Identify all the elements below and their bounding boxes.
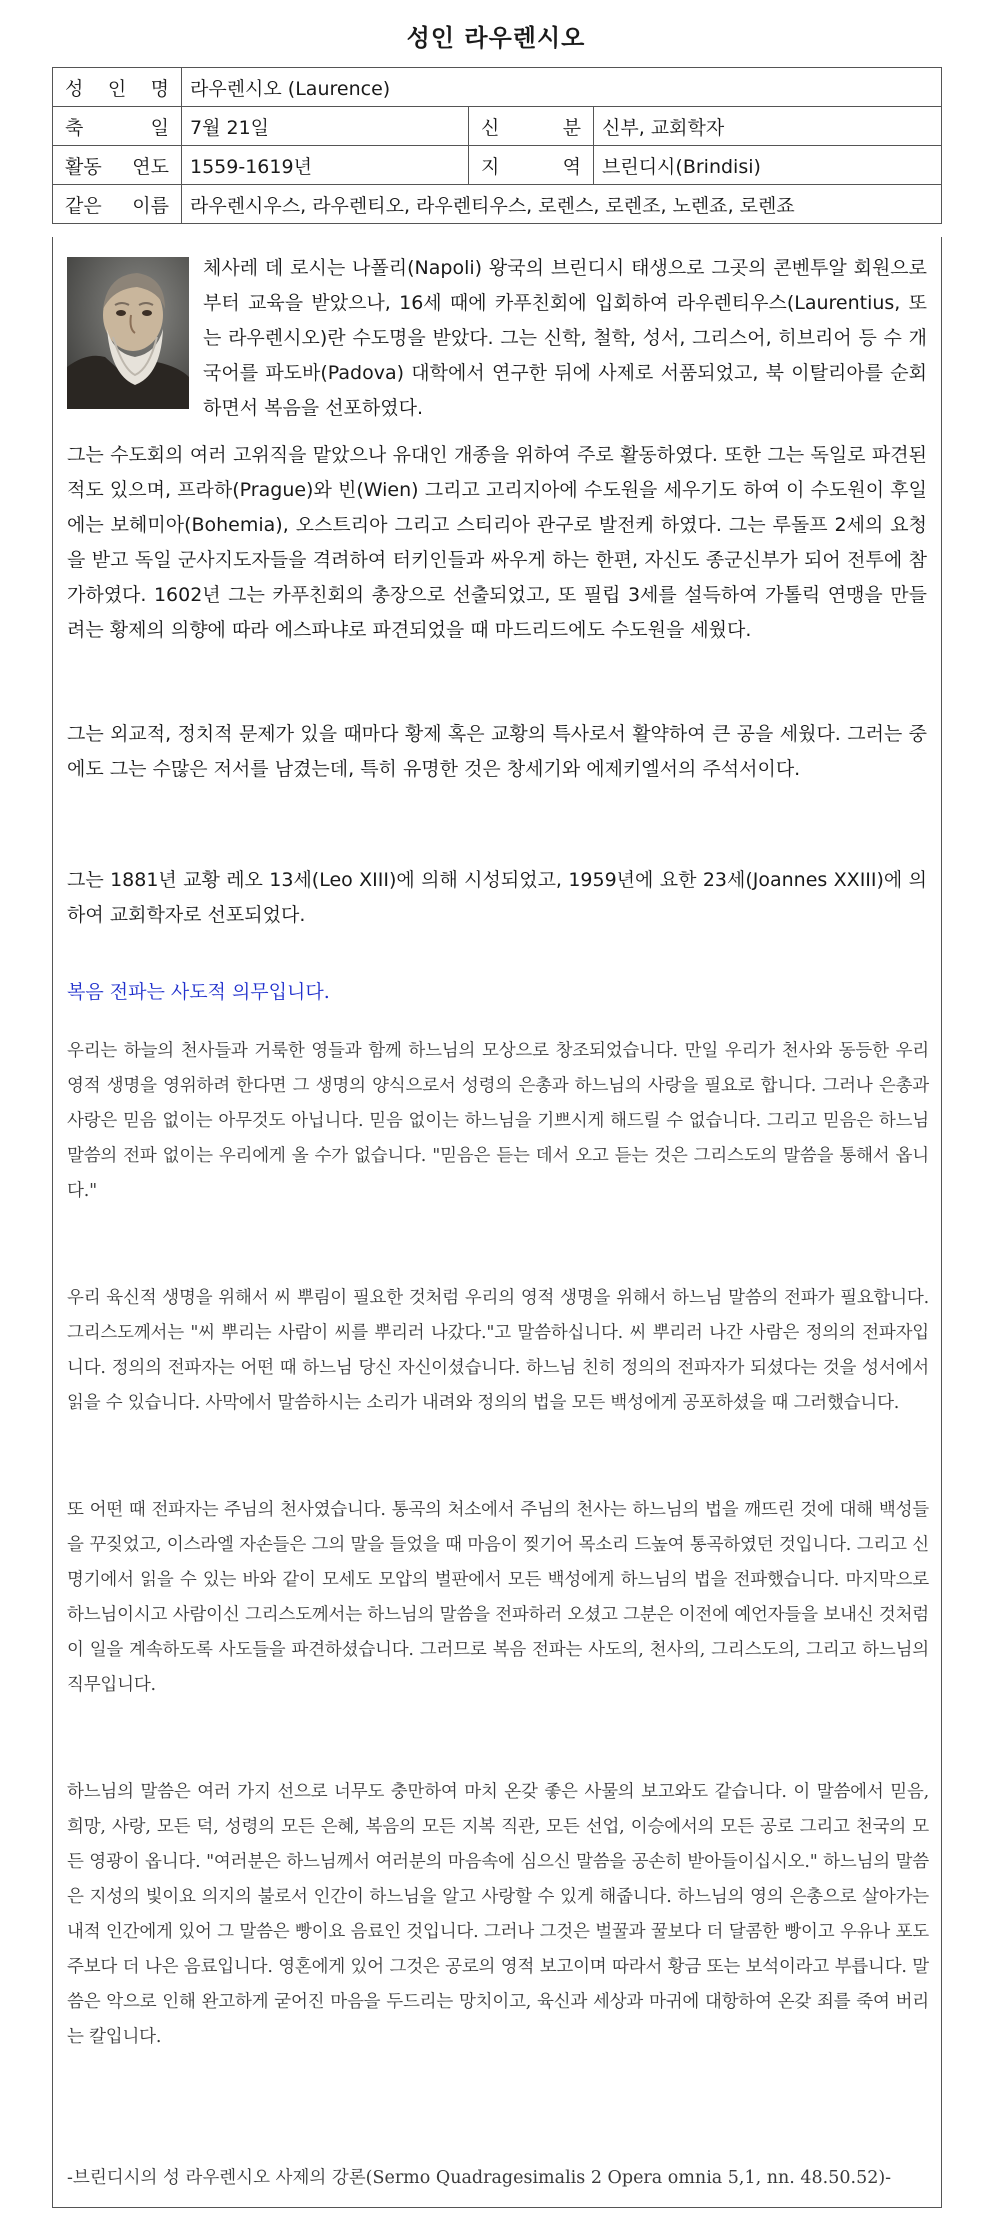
bio-paragraph-3: 그는 외교적, 정치적 문제가 있을 때마다 황제 혹은 교황의 특사로서 활약하여 큰 공을 세웠다. 그러는 중에도 그는 수많은 저서를 남겼는데, 특히 유명한 것은 창세기와 에제키엘서의 주석서이다. <box>67 723 927 780</box>
name-label: 성 인 명 <box>53 68 182 107</box>
bio-paragraph-1: 체사레 데 로시는 나폴리(Napoli) 왕국의 브린디시 태생으로 그곳의 콘벤투알 회원으로부터 교육을 받았으나, 16세 때에 카푸친회에 입회하여 라우렌티우스(Laurentius, 또는 라우렌시오)란 수도명을 받았다. 그는 신학, 철학, 성서, 그리스어, 히브리어 등 수 개 국어를 파도바(Padova) 대학에서 연구한 뒤에 사제로 서품되었고, 북 이탈리아를 순회하면서 복음을 선포하였다. <box>203 257 927 419</box>
alias-value: 라우렌시우스, 라우렌티오, 라우렌티우스, 로렌스, 로렌조, 노렌죠, 로렌죠 <box>182 185 942 224</box>
feast-label: 축 일 <box>53 107 182 146</box>
region-label: 지 역 <box>469 146 594 185</box>
bio-paragraph-4: 그는 1881년 교황 레오 13세(Leo XIII)에 의해 시성되었고, 1959년에 요한 23세(Joannes XXIII)에 의하여 교회학자로 선포되었다. <box>67 869 927 926</box>
name-value: 라우렌시오 (Laurence) <box>182 68 942 107</box>
info-row-years <box>53 146 942 185</box>
years-label: 활동 연도 <box>53 146 182 185</box>
sermon-citation: -브린디시의 성 라우렌시오 사제의 강론(Sermo Quadragesimalis 2 Opera omnia 5,1, nn. 48.50.52)- <box>67 2168 892 2188</box>
status-value: 신부, 교회학자 <box>594 107 942 146</box>
sermon-heading: 복음 전파는 사도적 의무입니다. <box>67 981 330 1003</box>
alias-label: 같은 이름 <box>53 185 182 224</box>
saint-portrait-image <box>67 257 189 409</box>
content-box <box>52 237 942 2208</box>
sermon-paragraph-3: 또 어떤 때 전파자는 주님의 천사였습니다. 통곡의 처소에서 주님의 천사는 하느님의 법을 깨뜨린 것에 대해 백성들을 꾸짖었고, 이스라엘 자손들은 그의 말을 들었을 때 마음이 찢기어 목소리 드높여 통곡하였던 것입니다. 그리고 신명기에서 읽을 수 있는 바와 같이 모세도 모압의 벌판에서 모든 백성에게 하느님의 법을 전파했습니다. 마지막으로 하느님이시고 사람이신 그리스도께서는 하느님의 말씀을 전파하러 오셨고 그분은 이전에 예언자들을 보내신 것처럼 이 일을 계속하도록 사도들을 파견하셨습니다. 그러므로 복음 전파는 사도의, 천사의, 그리스도의, 그리고 하느님의 직무입니다. <box>67 1500 929 1695</box>
sermon-paragraph-4: 하느님의 말씀은 여러 가지 선으로 너무도 충만하여 마치 온갖 좋은 사물의 보고와도 같습니다. 이 말씀에서 믿음, 희망, 사랑, 모든 덕, 성령의 모든 은혜, 복음의 모든 지복 직관, 모든 선업, 이승에서의 모든 공로 그리고 천국의 모든 영광이 옵니다. "여러분은 하느님께서 여러분의 마음속에 심으신 말씀을 공손히 받아들이십시오." 하느님의 말씀은 지성의 빛이요 의지의 불로서 인간이 하느님을 알고 사랑할 수 있게 해줍니다. 하느님의 영의 은총으로 살아가는 내적 인간에게 있어 그 말씀은 빵이요 음료인 것입니다. 그러나 그것은 벌꿀과 꿀보다 더 달콤한 빵이고 우유나 포도주보다 더 나은 음료입니다. 영혼에게 있어 그것은 공로의 영적 보고이며 따라서 황금 또는 보석이라고 부릅니다. 말씀은 악으로 인해 완고하게 굳어진 마음을 두드리는 망치이고, 육신과 세상과 마귀에 대항하여 온갖 죄를 죽여 버리는 칼입니다. <box>67 1782 929 2047</box>
status-label: 신 분 <box>469 107 594 146</box>
years-value: 1559-1619년 <box>182 146 469 185</box>
sermon-paragraph-2: 우리 육신적 생명을 위해서 씨 뿌림이 필요한 것처럼 우리의 영적 생명을 위해서 하느님 말씀의 전파가 필요합니다. 그리스도께서는 "씨 뿌리는 사람이 씨를 뿌리러 나갔다."고 말씀하십니다. 씨 뿌리러 나간 사람은 정의의 전파자입니다. 정의의 전파자는 어떤 때 하느님 당신 자신이셨습니다. 하느님 친히 정의의 전파자가 되셨다는 것을 성서에서 읽을 수 있습니다. 사막에서 말씀하시는 소리가 내려와 정의의 법을 모든 백성에게 공포하셨을 때 그러했습니다. <box>67 1288 929 1413</box>
feast-value: 7월 21일 <box>182 107 469 146</box>
info-row-name <box>53 68 942 107</box>
bio-paragraph-2: 그는 수도회의 여러 고위직을 맡았으나 유대인 개종을 위하여 주로 활동하였다. 또한 그는 독일로 파견된 적도 있으며, 프라하(Prague)와 빈(Wien) 그리고 고리지아에 수도원을 세우기도 하여 이 수도원이 후일에는 보헤미아(Bohemia), 오스트리아 그리고 스티리아 관구로 발전케 하였다. 그는 루돌프 2세의 요청을 받고 독일 군사지도자들을 격려하여 터키인들과 싸우게 하는 한편, 자신도 종군신부가 되어 전투에 참가하였다. 1602년 그는 카푸친회의 총장으로 선출되었고, 또 필립 3세를 설득하여 가톨릭 연맹을 만들려는 황제의 의향에 따라 에스파냐로 파견되었을 때 마드리드에도 수도원을 세웠다. <box>67 444 927 641</box>
info-table <box>52 67 942 224</box>
info-row-feast <box>53 107 942 146</box>
sermon-paragraph-1: 우리는 하늘의 천사들과 거룩한 영들과 함께 하느님의 모상으로 창조되었습니다. 만일 우리가 천사와 동등한 우리 영적 생명을 영위하려 한다면 그 생명의 양식으로서 성령의 은총과 하느님의 사랑을 필요로 합니다. 그러나 은총과 사랑은 믿음 없이는 아무것도 아닙니다. 믿음 없이는 하느님을 기쁘시게 해드릴 수 없습니다. 그리고 믿음은 하느님 말씀의 전파 없이는 우리에게 올 수가 없습니다. "믿음은 듣는 데서 오고 듣는 것은 그리스도의 말씀을 통해서 옵니다." <box>67 1041 929 1201</box>
region-value: 브린디시(Brindisi) <box>594 146 942 185</box>
info-row-alias <box>53 185 942 224</box>
page-title: 성인 라우렌시오 <box>406 24 586 52</box>
